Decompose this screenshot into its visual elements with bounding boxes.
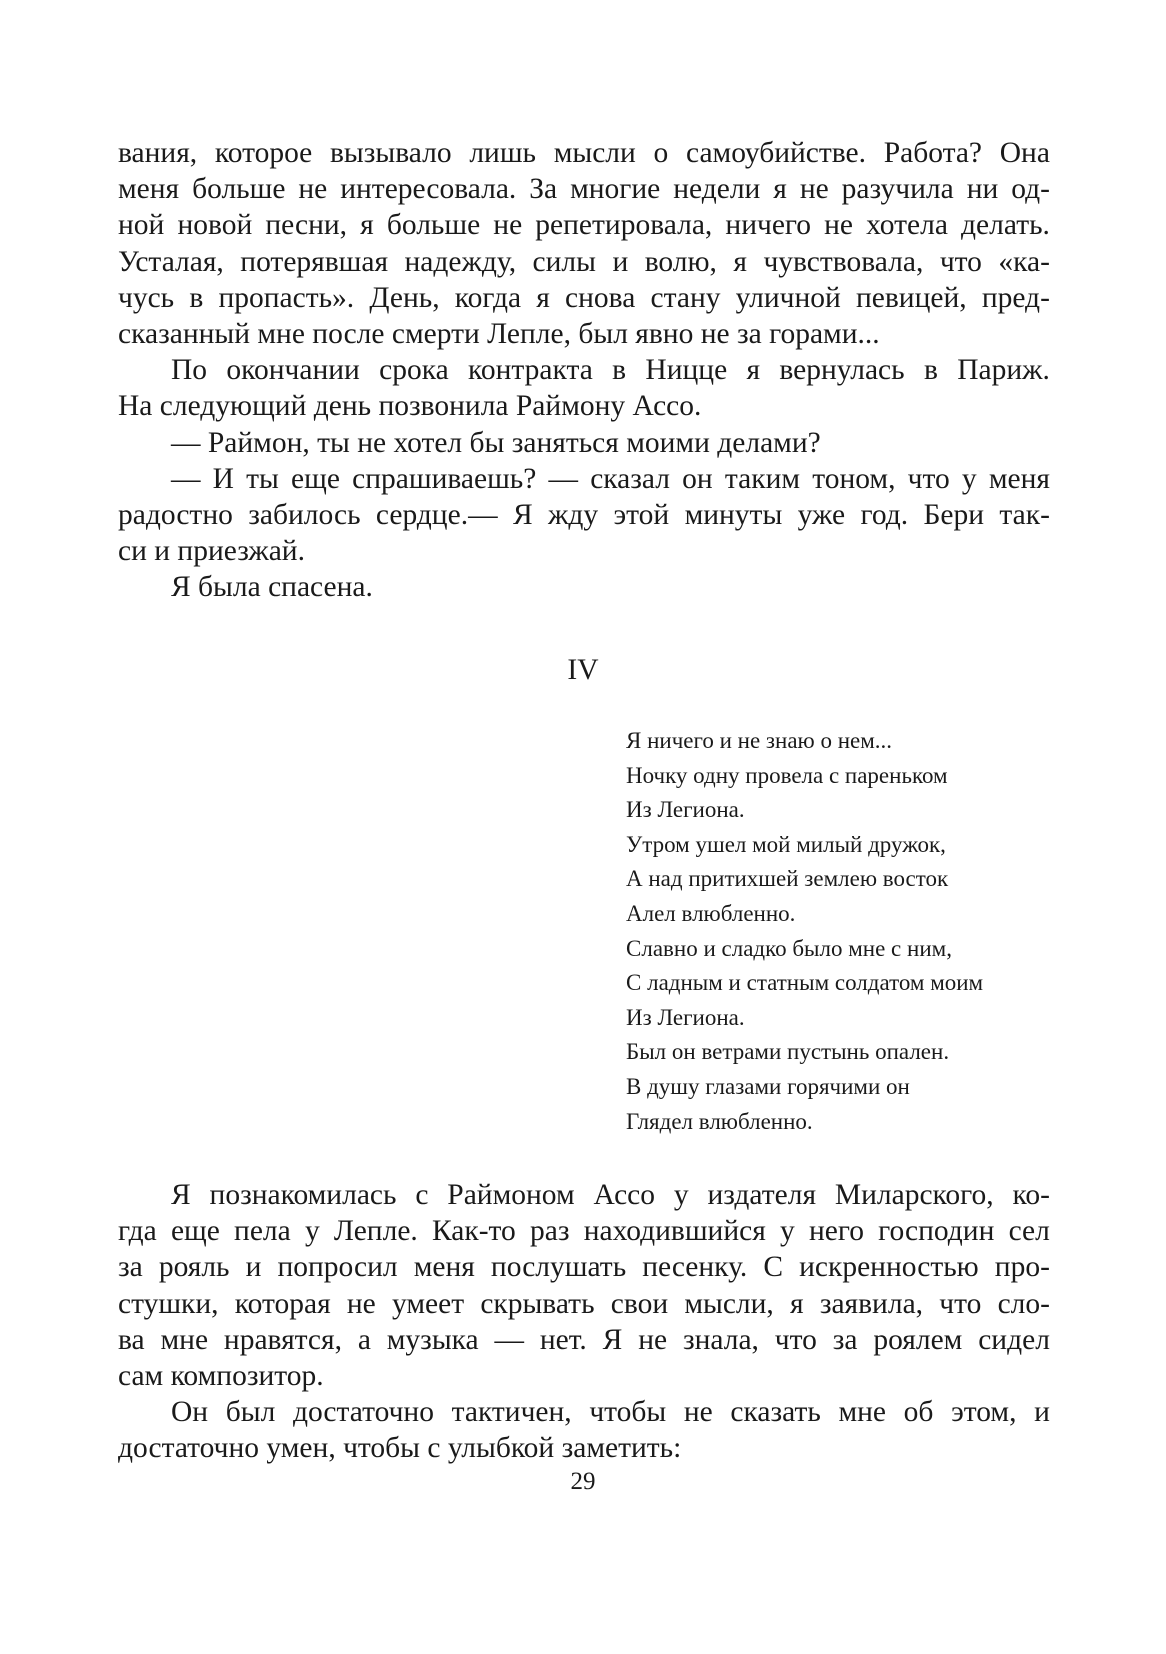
text-line: чусь в пропасть». День, когда я снова стану уличной певицей, пред- xyxy=(118,281,1050,314)
text-line: ва мне нравятся, а музыка — нет. Я не знала, что за роялем сидел xyxy=(118,1323,1050,1356)
text-line: Усталая, потерявшая надежду, силы и волю, я чувствовала, что «ка- xyxy=(118,245,1050,278)
text-line: си и приезжай. xyxy=(118,535,305,568)
bottom-text-block xyxy=(118,1177,1050,1467)
top-text-block xyxy=(118,135,1050,605)
poem-line: Алел влюбленно. xyxy=(626,900,796,926)
paragraph xyxy=(118,352,1050,424)
poem-line: Ночку одну провела с пареньком xyxy=(626,762,948,788)
text-line: Я познакомилась с Раймоном Ассо у издателя Миларского, ко- xyxy=(171,1179,1050,1211)
poem-line: Славно и сладко было мне с ним, xyxy=(626,935,952,961)
poem-line: Глядел влюбленно. xyxy=(626,1108,813,1134)
page-number: 29 xyxy=(570,1468,596,1495)
poem-line: А над притихшей землею восток xyxy=(626,866,949,892)
text-line: радостно забилось сердце.— Я жду этой минуты уже год. Бери так- xyxy=(118,498,1050,531)
text-line: — Раймон, ты не хотел бы заняться моими делами? xyxy=(171,426,821,459)
text-line: за рояль и попросил меня послушать песенку. С искренностью про- xyxy=(118,1251,1050,1284)
poem-line: Утром ушел мой милый дружок, xyxy=(626,831,946,857)
paragraph xyxy=(118,425,1050,461)
text-line: сказанный мне после смерти Лепле, был явно не за горами... xyxy=(118,317,880,350)
text-line: вания, которое вызывало лишь мысли о самоубийстве. Работа? Она xyxy=(118,137,1050,169)
text-line: достаточно умен, чтобы с улыбкой заметить: xyxy=(118,1432,682,1465)
text-line: меня больше не интересовала. За многие недели я не разучила ни од- xyxy=(118,173,1050,206)
text-line: ной новой песни, я больше не репетировала, ничего не хотела делать. xyxy=(118,209,1050,242)
text-line: стушки, которая не умеет скрывать свои мысли, я заявила, что сло- xyxy=(118,1287,1050,1320)
paragraph xyxy=(118,569,1050,605)
poem-line: Из Легиона. xyxy=(626,1004,745,1030)
poem-epigraph xyxy=(626,724,983,1139)
chapter-heading: IV xyxy=(567,654,599,686)
poem-line: В душу глазами горячими он xyxy=(626,1073,910,1099)
paragraph xyxy=(118,135,1050,352)
text-line: По окончании срока контракта в Ницце я вернулась в Париж. xyxy=(171,354,1050,387)
text-line: сам композитор. xyxy=(118,1359,324,1392)
poem-line: Из Легиона. xyxy=(626,797,745,823)
paragraph xyxy=(118,461,1050,570)
paragraph xyxy=(118,1394,1050,1466)
poem-line: Я ничего и не знаю о нем... xyxy=(626,728,893,753)
text-line: гда еще пела у Лепле. Как-то раз находившийся у него господин сел xyxy=(118,1215,1050,1248)
text-line: На следующий день позвонила Раймону Ассо. xyxy=(118,390,702,423)
poem-line: С ладным и статным солдатом моим xyxy=(626,970,984,996)
text-line: — И ты еще спрашиваешь? — сказал он таким тоном, что у меня xyxy=(171,462,1050,495)
text-line: Я была спасена. xyxy=(171,571,373,604)
text-line: Он был достаточно тактичен, чтобы не сказать мне об этом, и xyxy=(171,1396,1050,1429)
paragraph xyxy=(118,1177,1050,1394)
poem-line: Был он ветрами пустынь опален. xyxy=(626,1039,950,1065)
